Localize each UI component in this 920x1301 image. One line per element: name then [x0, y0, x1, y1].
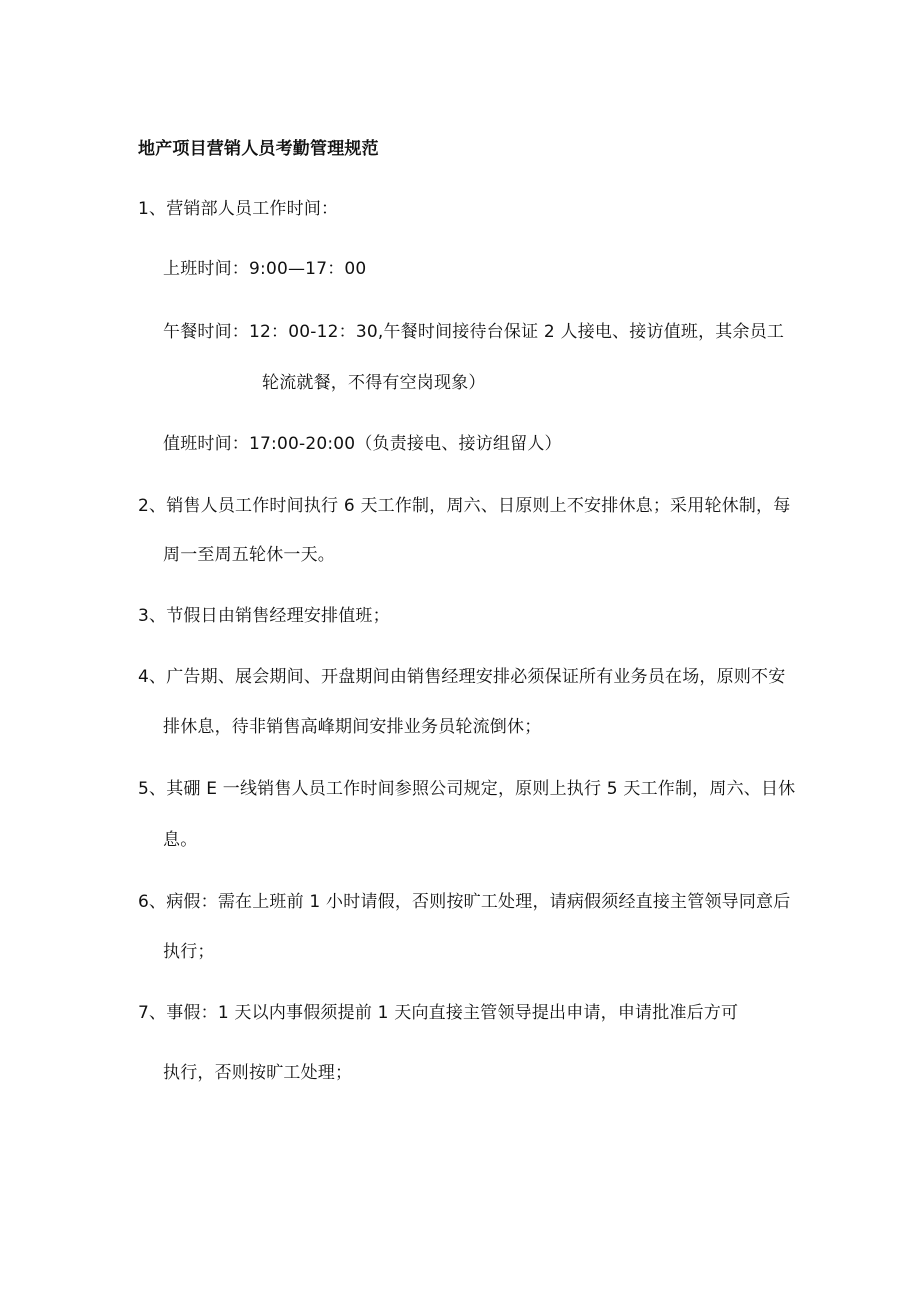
- lunch-time-line-2: 轮流就餐，不得有空岗现象）: [262, 373, 486, 393]
- duty-time-line: 值班时间：17:00-20:00（负责接电、接访组留人）: [163, 434, 562, 454]
- item-7-line-1: 7、事假：1 天以内事假须提前 1 天向直接主管领导提出申请，申请批准后方可: [138, 1003, 739, 1023]
- item-6-line-2: 执行；: [163, 942, 215, 962]
- item-2-line-1: 2、销售人员工作时间执行 6 天工作制，周六、日原则上不安排休息；采用轮休制，每: [138, 496, 791, 516]
- item-5-line-2: 息。: [163, 830, 198, 850]
- item-5-line-1: 5、其硼 E 一线销售人员工作时间参照公司规定，原则上执行 5 天工作制，周六、日休: [138, 779, 796, 799]
- section-1-heading: 1、营销部人员工作时间：: [138, 199, 339, 219]
- item-7-line-2: 执行，否则按旷工处理；: [163, 1063, 353, 1083]
- document-title: 地产项目营销人员考勤管理规范: [138, 139, 379, 159]
- item-3-line-1: 3、节假日由销售经理安排值班；: [138, 606, 390, 626]
- item-2-line-2: 周一至周五轮休一天。: [163, 545, 335, 565]
- work-time-line: 上班时间：9:00—17：00: [163, 259, 367, 279]
- item-4-line-1: 4、广告期、展会期间、开盘期间由销售经理安排必须保证所有业务员在场，原则不安: [138, 667, 786, 687]
- item-6-line-1: 6、病假：需在上班前 1 小时请假，否则按旷工处理，请病假须经直接主管领导同意后: [138, 892, 791, 912]
- lunch-time-line-1: 午餐时间：12：00-12：30,午餐时间接待台保证 2 人接电、接访值班，其余员工: [163, 322, 785, 342]
- item-4-line-2: 排休息，待非销售高峰期间安排业务员轮流倒休；: [163, 717, 542, 737]
